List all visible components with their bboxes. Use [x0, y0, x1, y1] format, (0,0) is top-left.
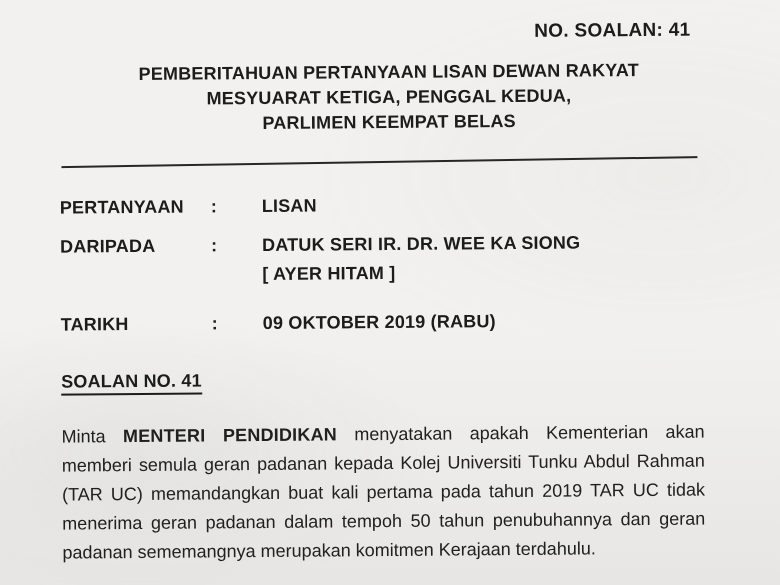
field-value-pertanyaan: [262, 189, 703, 221]
header-line-session: MESYUARAT KETIGA, PENGGAL KEDUA,: [206, 85, 572, 109]
body-text-rest: menyatakan apakah Kementerian akan memberi semula geran padanan kepada Kolej Universiti Tunku Abdul Rahman (TAR UC) memandangkan buat kali pertama pada tahun 2019 TAR UC tidak menerima geran padanan dalam tempoh 50 tahun penubuhannya dan geran padanan sememangnya merupakan komitmen Kerajaan terdahulu.: [61, 421, 706, 563]
question-number: NO. SOALAN: 41: [534, 19, 691, 42]
field-value-line: 09 OKTOBER 2019 (RABU): [262, 311, 496, 334]
document-header: [0, 57, 779, 138]
field-row-daripada: [60, 228, 703, 291]
section-heading-text: SOALAN NO. 41: [61, 370, 202, 395]
field-list: [60, 189, 704, 340]
body-text-ministry: MENTERI PENDIDIKAN: [122, 424, 337, 447]
field-row-pertanyaan: [60, 189, 703, 223]
field-value-daripada: [262, 228, 703, 289]
field-value-tarikh: [263, 306, 704, 338]
header-line-notice: PEMBERITAHUAN PERTANYAAN LISAN DEWAN RAKYAT: [138, 60, 639, 84]
field-value-line: LISAN: [261, 195, 317, 217]
field-label-daripada: DARIPADA: [60, 235, 156, 257]
field-separator: :: [211, 313, 218, 334]
body-text-prefix: Minta: [61, 426, 124, 447]
field-value-line: DATUK SERI IR. DR. WEE KA SIONG: [262, 232, 581, 256]
section-heading: [61, 367, 704, 393]
field-row-tarikh: [61, 306, 704, 340]
field-label-pertanyaan: PERTANYAAN: [59, 196, 184, 218]
field-separator: :: [210, 196, 218, 217]
question-body: [61, 418, 705, 568]
field-label-tarikh: TARIKH: [60, 314, 129, 335]
field-separator: :: [211, 235, 218, 256]
document-content: [0, 188, 780, 568]
header-line-parliament: PARLIMEN KEEMPAT BELAS: [262, 111, 516, 133]
field-value-line: [ AYER HITAM ]: [262, 262, 396, 285]
divider-line: [61, 156, 697, 168]
